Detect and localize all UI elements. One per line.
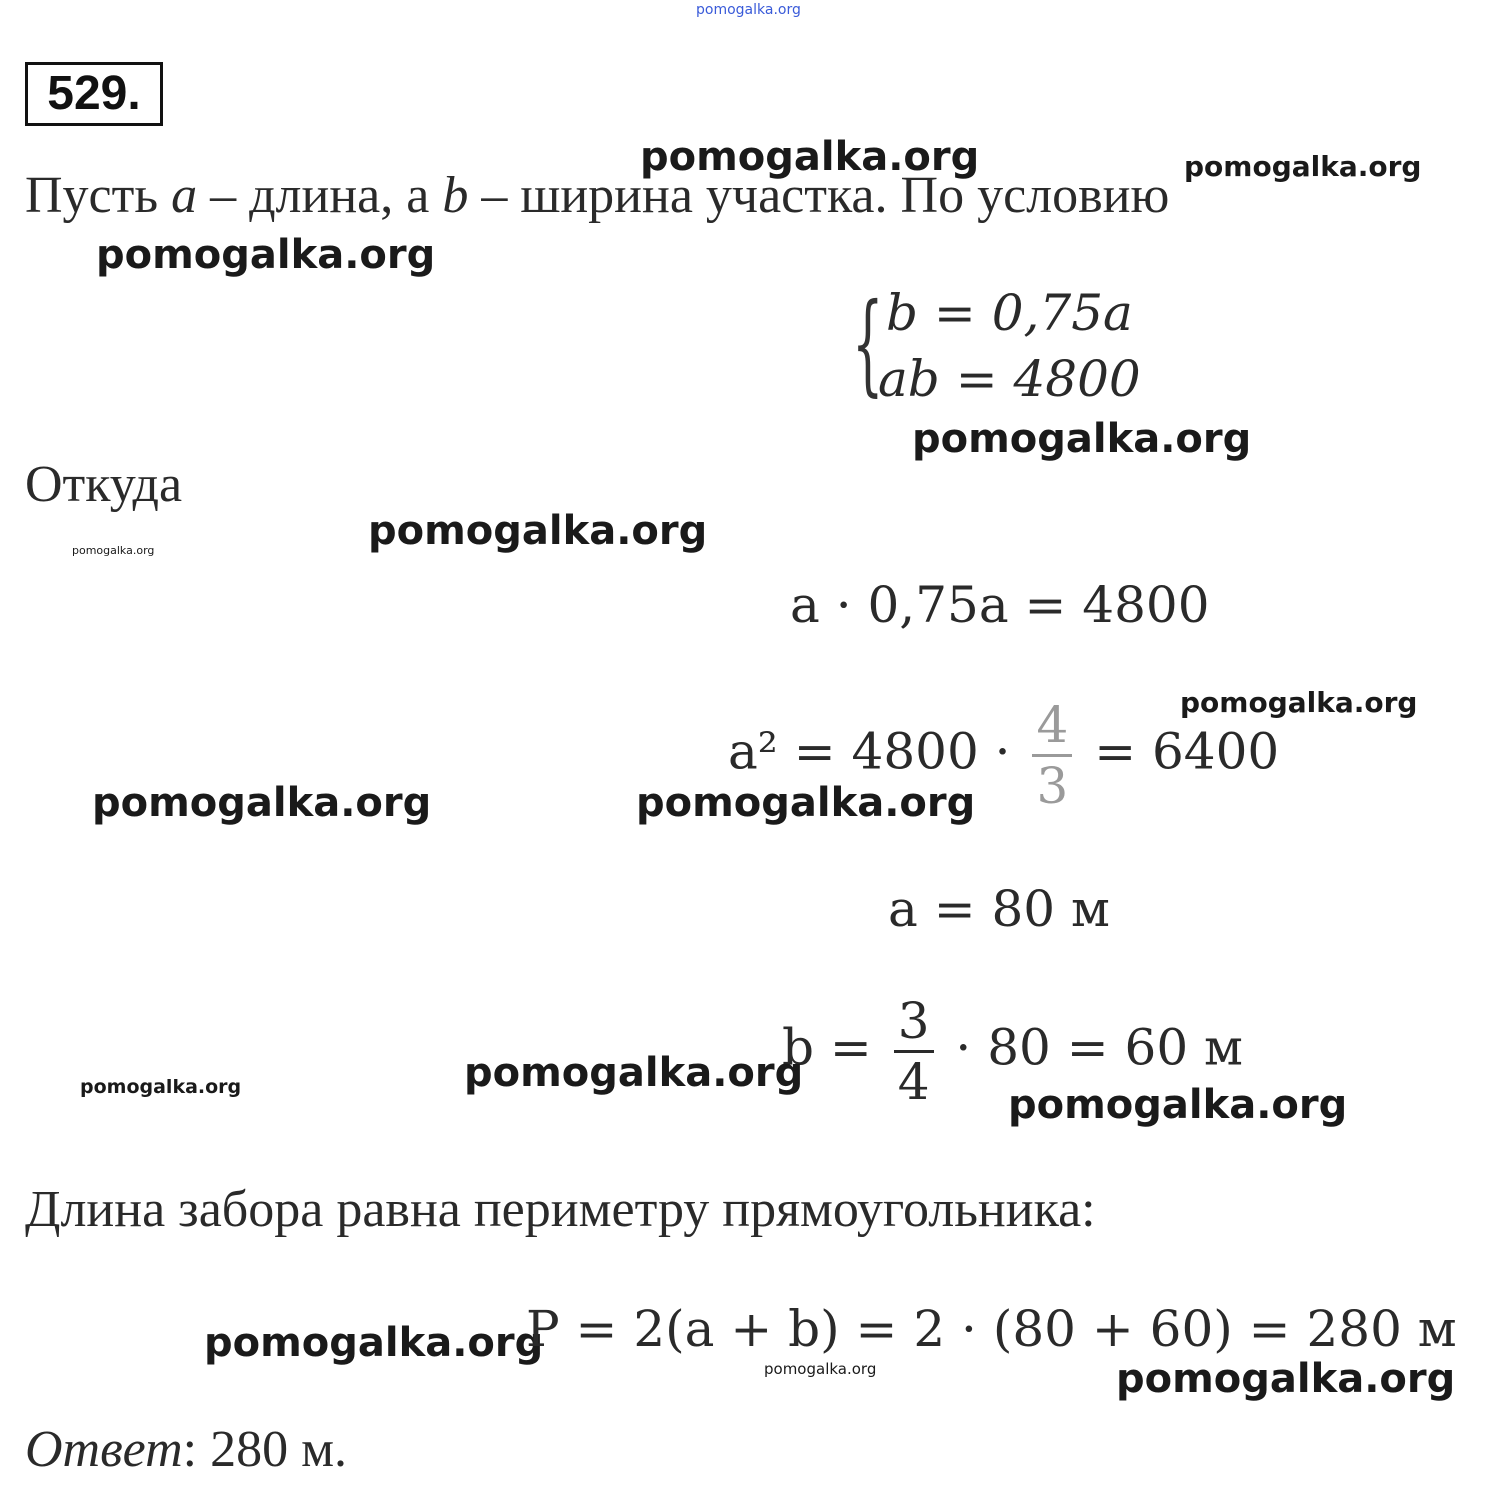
step-2-lhs: a² = 4800 ·: [728, 722, 1011, 781]
watermark: pomogalka.org: [912, 416, 1252, 462]
watermark-top: pomogalka.org: [696, 2, 801, 18]
step-4-rhs: · 80 = 60 м: [955, 1018, 1243, 1077]
system-brace: {: [852, 279, 884, 407]
intro-line: Пусть a – длина, а b – ширина участка. По условию: [25, 167, 1170, 224]
step-2-rhs: = 6400: [1094, 722, 1280, 781]
step-1: a · 0,75a = 4800: [790, 576, 1210, 634]
whence-label: Откуда: [25, 456, 183, 513]
fence-text: Длина забора равна периметру прямоугольника:: [25, 1181, 1096, 1238]
watermark: pomogalka.org: [72, 544, 155, 557]
watermark: pomogalka.org: [80, 1076, 242, 1098]
watermark: pomogalka.org: [1008, 1082, 1348, 1128]
watermark: pomogalka.org: [464, 1050, 804, 1096]
watermark: pomogalka.org: [96, 232, 436, 278]
answer-line: [25, 1420, 347, 1479]
watermark: pomogalka.org: [1180, 686, 1418, 719]
var-b: b: [442, 167, 469, 224]
watermark: pomogalka.org: [640, 134, 980, 180]
step-3: a = 80 м: [888, 880, 1110, 938]
watermark: pomogalka.org: [636, 780, 976, 826]
step-4-lhs: b =: [782, 1018, 872, 1077]
watermark: pomogalka.org: [92, 780, 432, 826]
watermark: pomogalka.org: [368, 508, 708, 554]
system-eq2: ab = 4800: [878, 350, 1141, 408]
watermark: pomogalka.org: [764, 1360, 877, 1378]
system-eq1: b = 0,75a: [886, 284, 1133, 342]
step-2-fraction: $\frac{4}{3}$: [1032, 700, 1072, 811]
perimeter-formula: P = 2(a + b) = 2 · (80 + 60) = 280 м: [526, 1300, 1457, 1358]
problem-number: 529.: [25, 62, 163, 126]
answer-value: : 280 м.: [182, 1421, 347, 1478]
step-4-fraction: $\frac{3}{4}$: [894, 996, 934, 1107]
watermark: pomogalka.org: [1116, 1356, 1456, 1402]
watermark: pomogalka.org: [204, 1320, 544, 1366]
answer-label: Ответ: [25, 1421, 183, 1478]
watermark: pomogalka.org: [1184, 150, 1422, 183]
var-a: a: [171, 167, 198, 224]
